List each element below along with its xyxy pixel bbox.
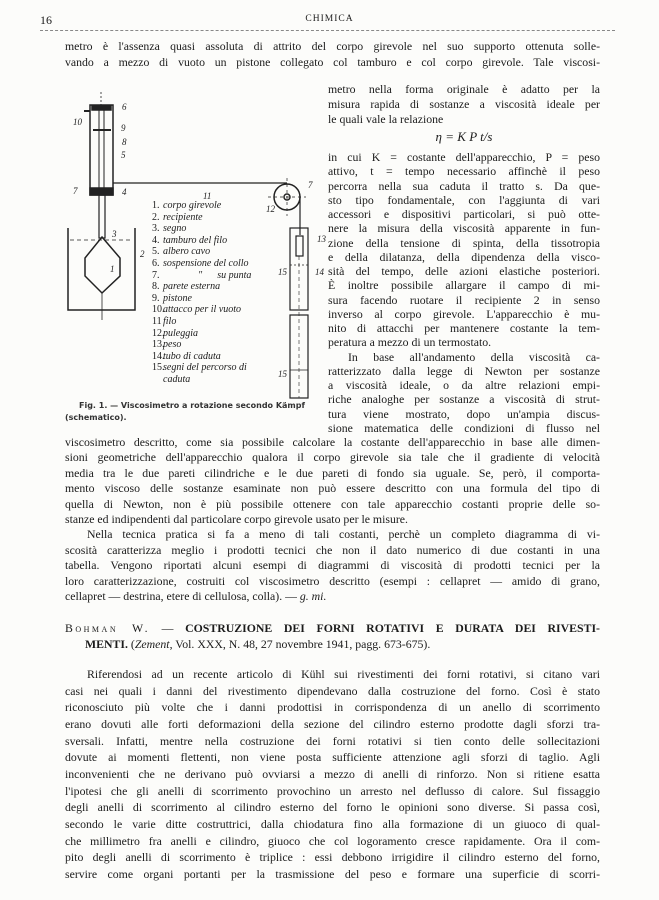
text-line-content: a viscosità ideale, o da altre relazioni empi- [328, 378, 600, 392]
text-line-content: attivo, t = tempo necessario affinchè il peso [328, 164, 600, 179]
figure-legend [152, 200, 251, 386]
text-line-content: sità del tempo, delle azioni elastiche posteriori. [328, 264, 600, 278]
text-line-content: degli anelli di scorrimento al cilindro esterno del forno le opinioni sono diverse. Si passa così, [65, 800, 600, 815]
part-number-label: 4 [122, 187, 127, 197]
text-line-content: È inoltre possibile allargare il campo di mi- [328, 278, 600, 293]
part-number-label: 15 [278, 267, 287, 277]
text-line-content: vando a mezzo di vuoto un pistone collegato col tamburo e col corpo girevole. Tale viscosi- [65, 55, 600, 69]
legend-number: 5. [152, 246, 160, 258]
text-line-content: e della dilatanza, della dipendenza della visco- [328, 249, 600, 264]
legend-label: tubo di caduta [163, 350, 221, 362]
legend-label: tamburo del filo [163, 234, 228, 246]
legend-label: recipiente [163, 211, 203, 223]
legend-item [152, 270, 251, 282]
legend-number: 10. [152, 304, 165, 316]
part-number-label: 15 [278, 369, 287, 379]
text-line-content: ratterizzato dalla legge di Newton per sostanze [328, 363, 600, 378]
legend-number: 9. [152, 292, 160, 304]
text-line-content: zione della tensione di spinta, della tissotropia [328, 235, 600, 250]
text-line-content: inverso al corpo girevole. L'apparecchio è mu- [328, 306, 600, 321]
legend-label: corpo girevole [163, 200, 222, 211]
legend-label: segni del percorso di [163, 362, 247, 374]
legend-label: albero cavo [163, 246, 211, 258]
outer-wall [90, 105, 113, 195]
text-line-content: peratura a mezzo di un termostato. [328, 335, 492, 350]
text-line-content: che millimetro fra anelli e cilindro, giuoco che col logoramento cresce rapidamente. Ora il com- [65, 833, 600, 848]
legend-label: puleggia [163, 327, 198, 339]
text-line-content: loro caratterizzazione, costruiti col viscosimetro descritto (esempi : cellapret — amido di grano, [65, 573, 600, 588]
text-line-content: nere la misura della viscosità apparente in fun- [328, 221, 600, 236]
legend-number: 14. [152, 350, 165, 362]
legend-number: 4. [152, 234, 160, 246]
legend-number: 1. [152, 200, 160, 211]
text-line-content: sversali. Infatti, mentre nella costruzione dei forni rotativi si tien conto delle sollecitazioni [65, 733, 600, 748]
article-heading [65, 621, 600, 635]
legend-number: 6. [152, 257, 160, 269]
text-line-content: pito degli anelli di scorrimento è triplice : essi debbono irrigidire il cilindro esterno del forno, [65, 850, 600, 865]
fall-tube-upper [290, 228, 308, 310]
legend-label: parete esterna [163, 281, 221, 293]
legend-number: 11 [152, 315, 162, 327]
legend-item [152, 258, 251, 270]
thread-drum [90, 188, 113, 195]
part-number-label: 1 [110, 264, 115, 274]
heading-dash: — [150, 621, 186, 635]
text-line-content: tabella. Vengono riportati alcuni esempi di diagrammi di viscosità di prodotti tecnici per la [65, 558, 600, 573]
text-line-content: metro è l'assenza quasi assoluta di attrito del corpo girevole nel suo supporto ottenuta solle- [65, 39, 600, 53]
legend-label: " su punta [163, 269, 252, 281]
text-line-content: erano dovuti alle forti deformazioni della sezione del cilindro esterno prodotte dagli sforzi tra- [65, 717, 600, 731]
text-line-content: sto tipo fondamentale, con l'aggiunta di vari [328, 192, 600, 207]
legend-number: 2. [152, 211, 160, 223]
part-number-label: 10 [73, 117, 82, 127]
legend-item [152, 212, 251, 224]
text-line-content: accessori e dispositivi particolari, si può otte- [328, 207, 600, 221]
legend-label: sospensione del collo [163, 257, 249, 269]
caption-line: Fig. 1. — Viscosimetro a rotazione secondo Kämpf [79, 401, 305, 410]
page-number: 16 [40, 13, 52, 27]
text-line-content: Nella tecnica pratica si fa a meno di tali costanti, perchè un completo diagramma di vi- [87, 527, 600, 542]
text-line-content: In base all'andamento della viscosità ca- [348, 349, 600, 364]
collar-suspension [92, 106, 111, 110]
rotating-body [85, 237, 120, 293]
text-line-content: sura facendo ruotare il recipiente 2 in senso [328, 292, 600, 307]
part-number-label: 9 [121, 123, 126, 133]
author-signature: g. mi. [299, 589, 327, 603]
text-line-content: in cui K = costante dell'apparecchio, P = peso [328, 150, 600, 164]
part-number-label: 12 [266, 204, 275, 214]
legend-number: 7. [152, 269, 160, 281]
text-line-content: viscosimetro descritto, come sia possibile calcolare la costante dell'apparecchio in base alle dimen- [65, 435, 600, 449]
legend-label: attacco per il vuoto [163, 304, 242, 316]
part-number-label: 3 [112, 229, 117, 239]
legend-item [152, 223, 251, 235]
text-line-content: servire come organi portanti per la trasmissione del peso e formare una superficie di scorri- [65, 867, 600, 882]
legend-item [152, 200, 251, 212]
part-number-label: 7 [308, 180, 313, 190]
text-line-content: misura rapida di sostanze a viscosità ideale per [328, 97, 600, 111]
legend-item [152, 374, 251, 386]
journal-name: Zement [134, 637, 170, 651]
part-number-label: 13 [317, 234, 326, 244]
legend-item [152, 316, 251, 328]
part-number-label: 14 [315, 267, 324, 277]
legend-label: segno [163, 223, 187, 235]
text-line-content: nito di attacchi per mantenere costante la tem- [328, 321, 600, 335]
legend-item [152, 339, 251, 351]
legend-number: 13. [152, 339, 165, 351]
text-line-content: casi nei quali i danni del rivestimento dipendevano dalla costruzione del forno. Così è stato [65, 683, 600, 698]
shaft-rod [99, 195, 105, 238]
viscosity-formula: η = K P t/s [435, 129, 493, 144]
legend-label: peso [163, 339, 182, 351]
legend-item [152, 351, 251, 363]
part-number-label: 7 [73, 186, 78, 196]
legend-item [152, 235, 251, 247]
text-line-content: metro nella forma originale è adatto per la [328, 82, 600, 96]
citation-details: , Vol. XXX, N. 48, 27 novembre 1941, pagg. 673-675). [169, 637, 431, 651]
text-line-content: l'ipotesi che gli anelli di scorrimento provochino un arresto nel deflusso di calore. Sul fissaggio [65, 783, 600, 798]
text-line-content: sioni geometriche dell'apparecchio qualora il corpo girevole sia tale che il gradiente di velocità [65, 450, 600, 465]
text-line-content: le quali vale la relazione [328, 112, 444, 126]
caption-line: (schematico). [65, 413, 127, 422]
hollow-shaft [99, 110, 104, 190]
text-line-content: dovute ai momenti flettenti, non viene posta sufficiente attenzione agli sforzi di taglio. Agli [65, 750, 600, 765]
text-line-content: stanze ed indipendenti dal particolare corpo girevole usato per le misure. [65, 512, 408, 526]
legend-number: 12. [152, 327, 165, 339]
text-line-content: media tra le due pareti cilindriche e le due pareti di fondo sia uguale. Se, però, il comporta- [65, 465, 600, 480]
legend-label: filo [163, 315, 177, 327]
part-number-label: 5 [121, 150, 126, 160]
text-line-content: inconvenienti che ne derivano può ovviarsi a mezzo di anelli di rinforzo. Non si ritiene esatta [65, 767, 600, 782]
running-header: CHIMICA [305, 14, 354, 24]
figure-caption [65, 400, 320, 424]
part-number-label: 2 [140, 249, 145, 259]
text-line-content: Riferendosi ad un recente articolo di Kühl sui rivestimenti dei forni rotativi, si citano vari [87, 667, 600, 681]
legend-number: 3. [152, 223, 160, 235]
legend-item [152, 281, 251, 293]
article-title: COSTRUZIONE DEI FORNI ROTATIVI E DURATA DEI RIVESTI- [185, 621, 600, 635]
text-line-content: sione matematica delle condizioni di flusso nel [328, 420, 600, 435]
article-citation: MENTI. (Zement, Vol. XXX, N. 48, 27 novembre 1941, pagg. 673-675). [85, 637, 431, 651]
weight [296, 236, 303, 256]
legend-item [152, 304, 251, 316]
legend-item [152, 246, 251, 258]
text-line-content: secondo le varie ditte costruttrici, dalla chiodatura fino alla formazione di un giuoco di qual- [65, 817, 600, 832]
text-line-content: cellapret — destrina, etere di cellulosa, colla). — [65, 589, 297, 603]
legend-item [152, 328, 251, 340]
legend-item [152, 362, 251, 374]
article-title-end: MENTI. [85, 637, 128, 651]
text-line-content: scosità caratterizza meglio i prodotti tecnici che non il dato numerico di due costanti in una [65, 542, 600, 557]
text-line-content: mento viscoso delle sostanze esaminate non può essere descritto con una formula del tipo di [65, 481, 600, 496]
text-line-content: riconosciuto più volte che i danni prodottisi in corrispondenza di un anello di scorrimento [65, 700, 600, 715]
text-line-content: riche analoghe per sostanze a viscosità di strut- [328, 392, 600, 407]
part-number-label: 8 [122, 137, 127, 147]
legend-label: caduta [163, 373, 191, 385]
part-number-label: 6 [122, 102, 127, 112]
legend-label: pistone [163, 292, 192, 304]
legend-item [152, 293, 251, 305]
article-author: Bohman W. [65, 621, 151, 635]
part-number-label: 11 [203, 191, 212, 201]
text-line-content: percorra nella sua caduta il tratto s. Da que- [328, 178, 600, 193]
legend-number: 8. [152, 281, 160, 293]
text-line-content: tura viene mostrato, dopo un'ampia discus- [328, 406, 600, 421]
legend-number: 15. [152, 362, 165, 374]
text-line-content: quella di Newton, non è più possibile ottenere con tale apparecchio costanti proprie delle so- [65, 496, 600, 511]
